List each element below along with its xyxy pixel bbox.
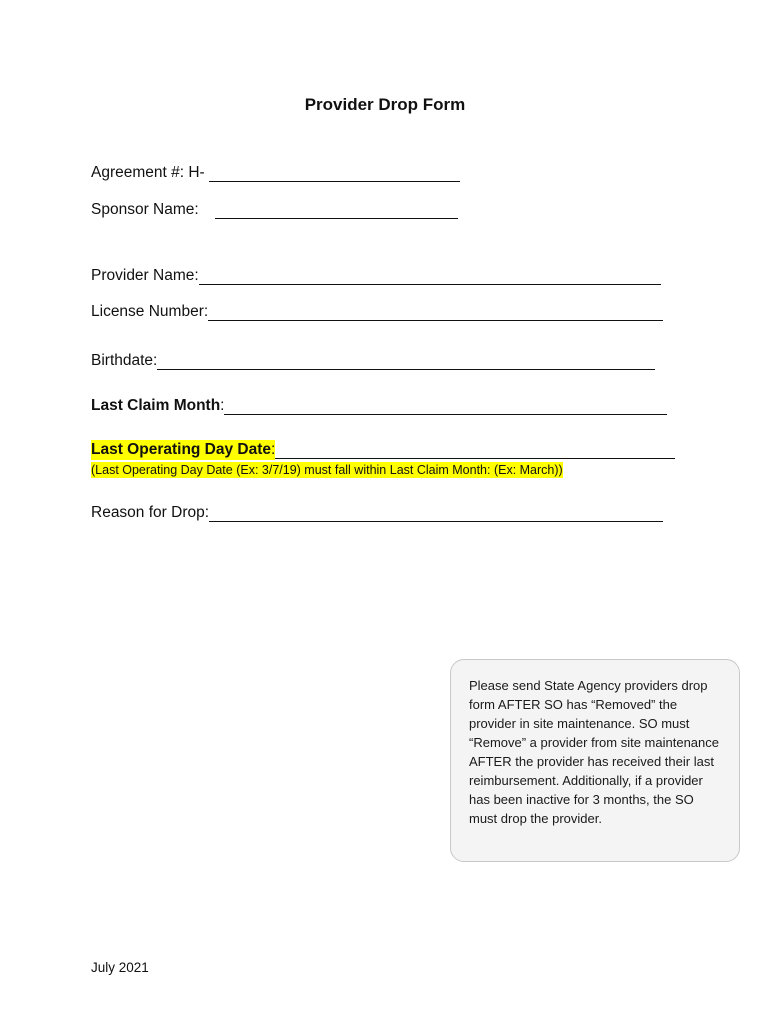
license-number-label: License Number:: [91, 303, 209, 320]
agreement-input-line[interactable]: [209, 163, 460, 182]
birthdate-field: [91, 351, 655, 371]
last-claim-month-input-line[interactable]: [224, 396, 667, 415]
sponsor-field: [91, 200, 458, 220]
provider-name-label: Provider Name:: [91, 267, 199, 284]
last-claim-month-field: [91, 396, 667, 416]
last-operating-day-label: Last Operating Day Date: [91, 441, 272, 458]
instructions-text: Please send State Agency providers drop form AFTER SO has “Removed” the provider in site maintenance. SO must “Remove” a provider from site maintenance AFTER the provider has received their last reimbursement. Additionally, if a provider has been inactive for 3 months, the SO must drop the provider.: [469, 678, 719, 826]
birthdate-label: Birthdate:: [91, 352, 158, 369]
provider-name-input-line[interactable]: [199, 266, 661, 285]
last-claim-month-label: Last Claim Month: [91, 397, 221, 414]
sponsor-label: Sponsor Name:: [91, 201, 199, 218]
form-title: Provider Drop Form: [304, 95, 466, 114]
license-number-input-line[interactable]: [208, 302, 663, 321]
provider-name-field: [91, 266, 661, 286]
agreement-field: [91, 163, 460, 183]
agreement-label: Agreement #: H-: [91, 164, 205, 181]
last-claim-month-colon: :: [220, 397, 225, 414]
footer-date: July 2021: [91, 960, 149, 975]
last-operating-day-colon: :: [271, 441, 276, 458]
reason-for-drop-input-line[interactable]: [209, 503, 663, 522]
birthdate-input-line[interactable]: [157, 351, 655, 370]
license-number-field: [91, 302, 663, 322]
last-operating-day-field: [91, 440, 675, 460]
last-operating-day-input-line[interactable]: [275, 440, 675, 459]
reason-for-drop-label: Reason for Drop:: [91, 504, 210, 521]
sponsor-input-line[interactable]: [215, 200, 458, 219]
last-operating-day-note: (Last Operating Day Date (Ex: 3/7/19) must fall within Last Claim Month: (Ex: March)): [91, 463, 563, 477]
reason-for-drop-field: [91, 503, 663, 523]
instructions-callout: [450, 659, 740, 862]
